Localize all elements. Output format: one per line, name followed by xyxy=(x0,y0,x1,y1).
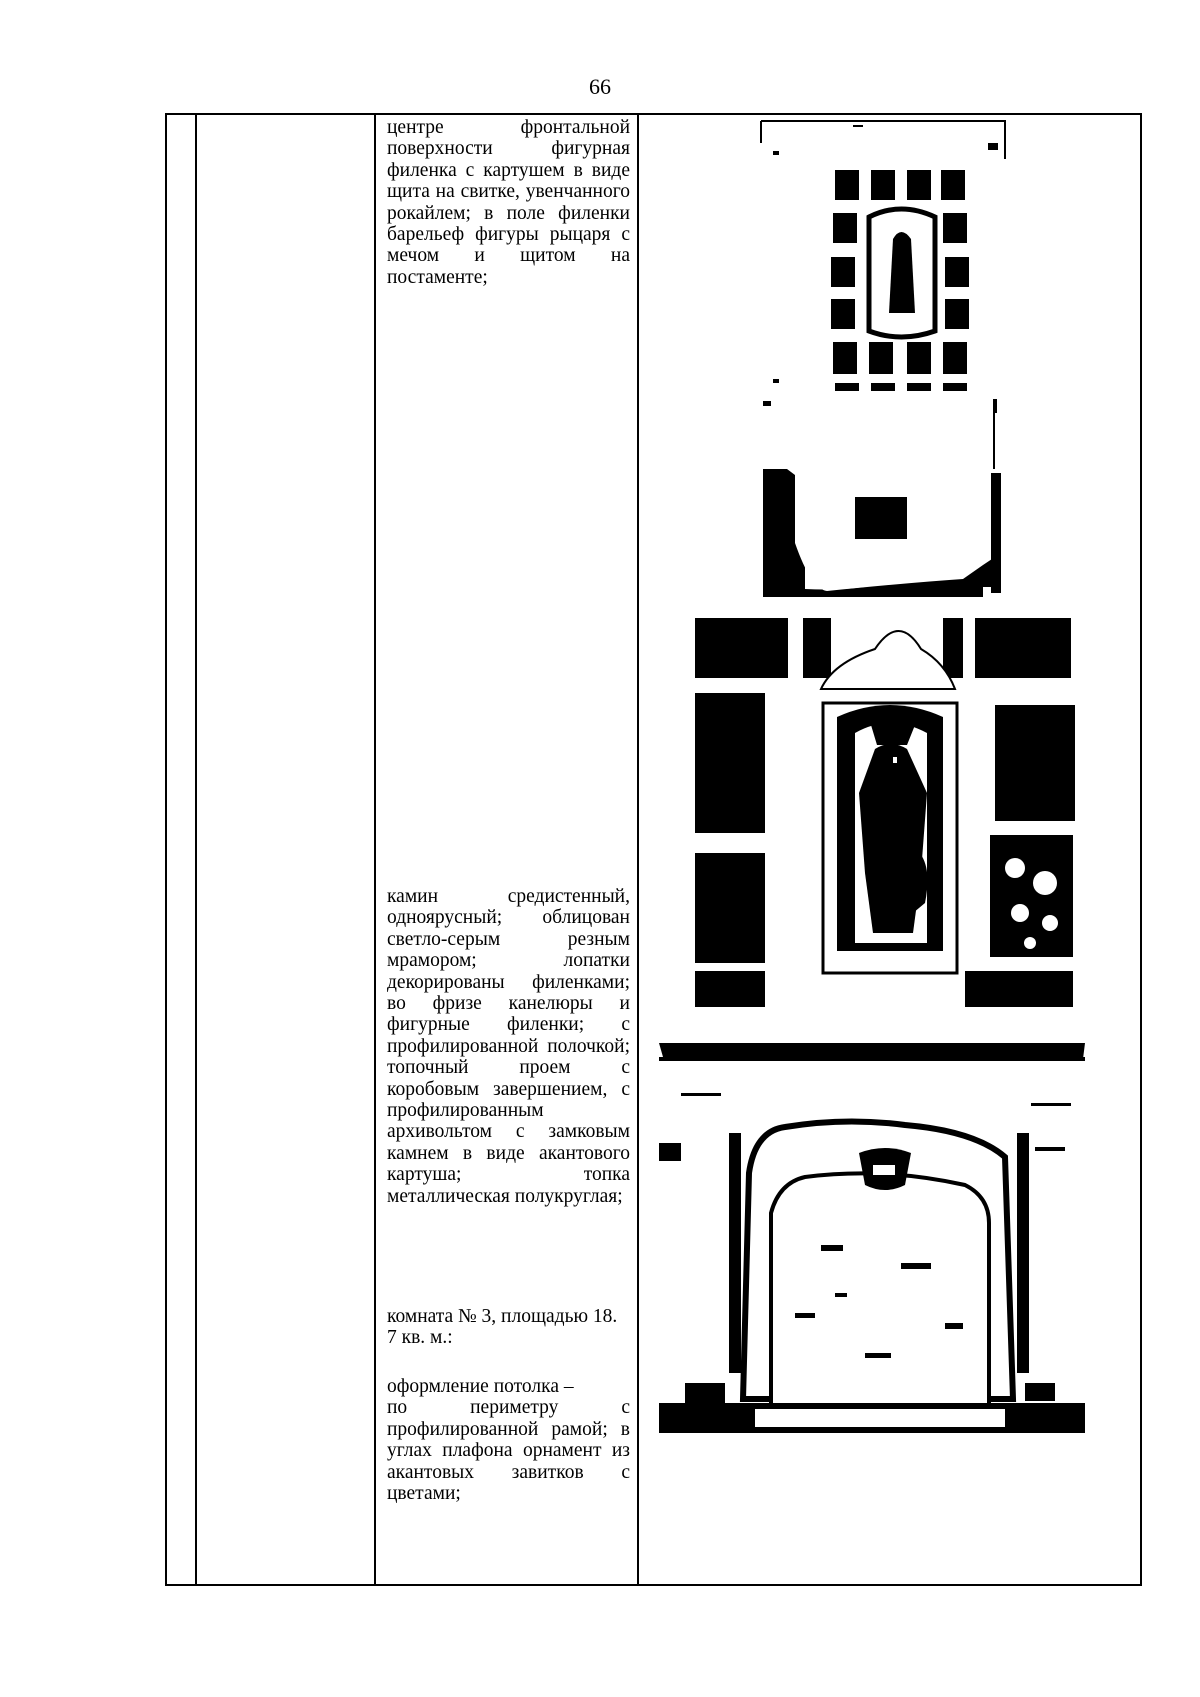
photo-column xyxy=(645,113,1140,1586)
table-column-divider-2 xyxy=(374,113,376,1586)
photo-column-svg xyxy=(645,113,1140,1586)
ceiling-description xyxy=(387,1376,630,1504)
knight-relief-panel-photo xyxy=(695,618,1075,1007)
ceiling-description-line1: оформление потолка – xyxy=(387,1376,574,1397)
ceiling-description-rest: по периметру с профилированной рамой; в углах плафона орнамент из акантовых завитков с цветами; xyxy=(387,1397,630,1505)
room-heading xyxy=(387,1306,630,1349)
description-paragraph: центре фронтальной поверхности фигурная филенка с картушем в виде щита на свитке, увенчанного рокайлем; в поле филенки барельеф фигуры рыцаря с мечом и щитом на постаменте; xyxy=(387,117,630,288)
stove-wide-view-photo xyxy=(761,121,1005,597)
description-text-fireplace xyxy=(387,886,630,1207)
page-number: 66 xyxy=(589,74,611,99)
table-column-divider-3 xyxy=(637,113,639,1586)
description-text-knight-panel xyxy=(387,117,630,288)
room-heading-text: комната № 3, площадью 18. 7 кв. м.: xyxy=(387,1306,618,1349)
table-column-divider-1 xyxy=(195,113,197,1586)
fireplace-photo xyxy=(659,1043,1085,1433)
description-paragraph: камин средистенный, одноярусный; облицован светло-серым резным мрамором; лопатки декорированы филенками; во фризе канелюры и фигурные филенки; с профилированной полочкой; топочный проем с коробовым завершением, с профилированным архивольтом с замковым камнем в виде акантового картуша; топка металлическая полукруглая; xyxy=(387,886,630,1207)
